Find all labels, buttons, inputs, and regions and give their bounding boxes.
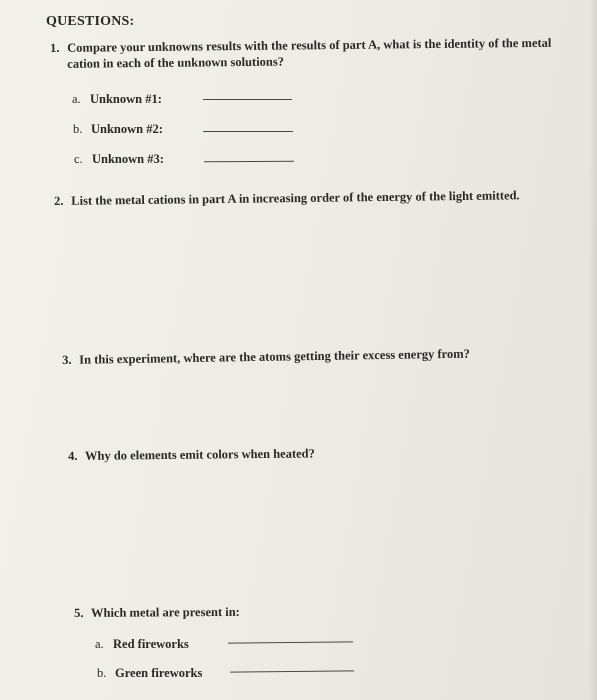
- answer-blank-unknown-1[interactable]: [203, 99, 292, 100]
- answer-item-green-fireworks: [97, 666, 202, 681]
- item-label: Red fireworks: [113, 637, 189, 651]
- item-letter: b.: [73, 122, 83, 136]
- answer-blank-unknown-2[interactable]: [203, 131, 293, 132]
- answer-blank-green-fireworks[interactable]: [230, 670, 354, 672]
- answer-item-unknown-3: [74, 152, 164, 167]
- item-label: Unknown #3:: [92, 152, 164, 166]
- question-number: 4.: [68, 448, 78, 463]
- item-letter: c.: [74, 152, 83, 166]
- answer-item-unknown-2: [73, 122, 163, 137]
- question-text: Why do elements emit colors when heated?: [84, 446, 315, 463]
- answer-item-unknown-1: [72, 92, 162, 107]
- question-number: 1.: [50, 40, 60, 55]
- question-4: [68, 445, 315, 464]
- question-text: List the metal cations in part A in increasing order of the energy of the light emitted.: [71, 188, 520, 208]
- question-number: 3.: [62, 352, 72, 367]
- answer-blank-unknown-3[interactable]: [204, 161, 294, 162]
- item-label: Unknown #1:: [90, 92, 162, 106]
- question-1: [50, 35, 570, 72]
- question-text: Which metal are present in:: [90, 604, 240, 620]
- page-heading: QUESTIONS:: [46, 14, 135, 29]
- question-text-continued: cation in each of the unknown solutions?: [67, 54, 285, 71]
- question-number: 2.: [54, 193, 64, 208]
- item-letter: b.: [97, 666, 107, 680]
- answer-blank-red-fireworks[interactable]: [228, 641, 353, 643]
- question-5: [74, 604, 240, 621]
- question-number: 5.: [74, 605, 84, 620]
- item-label: Green fireworks: [115, 666, 203, 680]
- item-letter: a.: [72, 92, 81, 106]
- answer-item-red-fireworks: [95, 637, 189, 652]
- item-label: Unknown #2:: [91, 122, 163, 136]
- question-2: [54, 187, 520, 209]
- question-3: [62, 346, 470, 368]
- item-letter: a.: [95, 637, 104, 651]
- question-text: Compare your unknowns results with the results of part A, what is the identity of the metal: [67, 35, 552, 55]
- question-text: In this experiment, where are the atoms getting their excess energy from?: [79, 346, 470, 367]
